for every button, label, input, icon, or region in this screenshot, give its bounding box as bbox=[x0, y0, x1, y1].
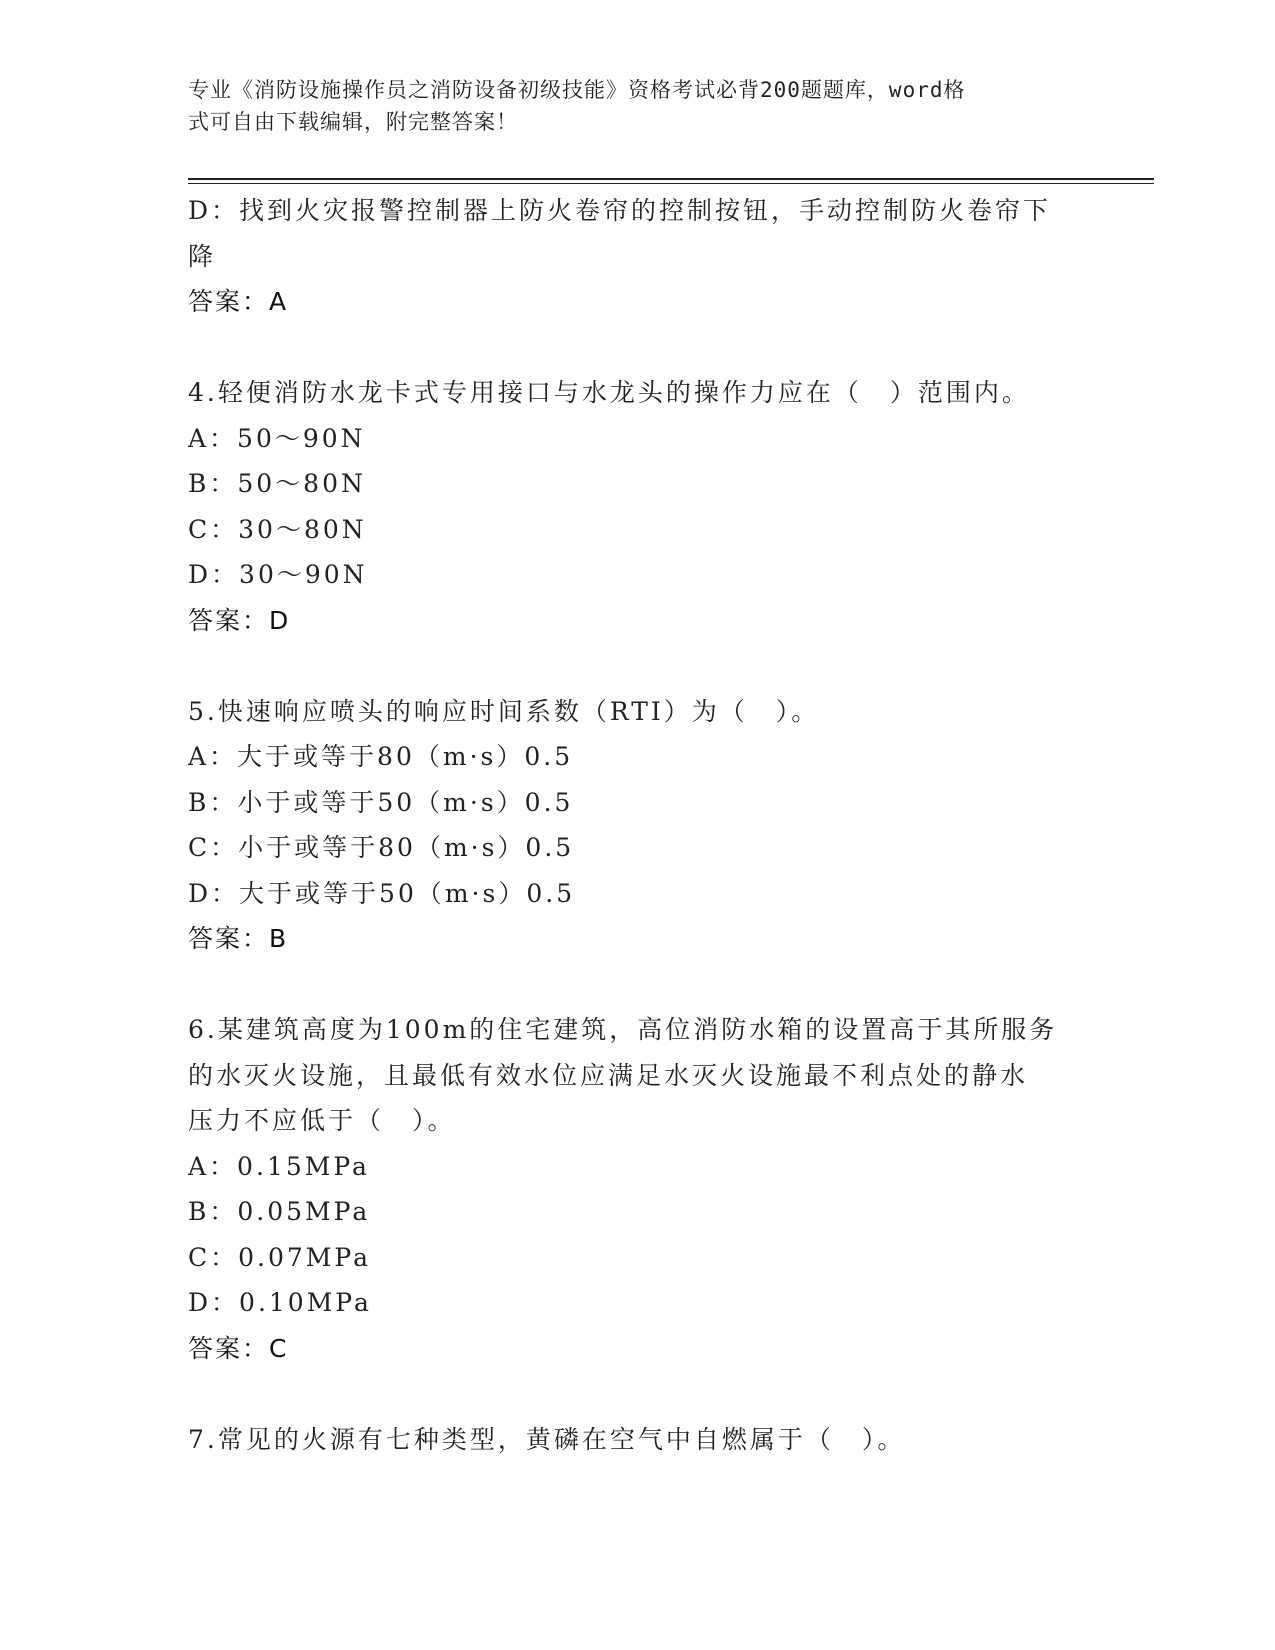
question-6-stem-line-3: 压力不应低于（ ）。 bbox=[188, 1106, 456, 1135]
question-3-option-d-wrap: 降 bbox=[188, 241, 217, 271]
question-4-answer: 答案：D bbox=[188, 605, 291, 635]
question-3-continuation bbox=[188, 188, 1088, 325]
header-divider-thin bbox=[188, 183, 1154, 184]
question-list bbox=[188, 188, 1088, 1462]
header-line-2: 式可自由下载编辑，附完整答案！ bbox=[188, 110, 518, 134]
question-5-option-a: A：大于或等于80（m·s）0.5 bbox=[188, 742, 574, 771]
question-7 bbox=[188, 1417, 1088, 1463]
question-5-option-b: B：小于或等于50（m·s）0.5 bbox=[188, 787, 574, 817]
question-4-option-b: B：50～80N bbox=[188, 469, 366, 498]
question-6-stem-line-1: 6.某建筑高度为100m的住宅建筑，高位消防水箱的设置高于其所服务 bbox=[188, 1015, 1058, 1044]
question-5-answer: 答案：B bbox=[188, 924, 289, 953]
question-3-option-d: D：找到火灾报警控制器上防火卷帘的控制按钮，手动控制防火卷帘下 bbox=[188, 196, 1052, 225]
question-6-option-b: B：0.05MPa bbox=[188, 1197, 371, 1226]
question-6-option-d: D：0.10MPa bbox=[188, 1288, 372, 1317]
question-5-option-d: D：大于或等于50（m·s）0.5 bbox=[188, 878, 576, 908]
question-5-stem: 5.快速响应喷头的响应时间系数（RTI）为（ ）。 bbox=[188, 696, 820, 726]
header-line-1: 专业《消防设施操作员之消防设备初级技能》资格考试必背200题题库，word格 bbox=[188, 78, 966, 102]
question-5-option-c: C：小于或等于80（m·s）0.5 bbox=[188, 833, 575, 862]
question-6-stem-line-2: 的水灭火设施，且最低有效水位应满足水灭火设施最不利点处的静水 bbox=[188, 1060, 1029, 1090]
question-6-option-a: A：0.15MPa bbox=[188, 1151, 370, 1181]
question-7-stem: 7.常见的火源有七种类型，黄磷在空气中自燃属于（ ）。 bbox=[188, 1424, 906, 1454]
question-3-answer: 答案：A bbox=[188, 287, 289, 316]
question-6-answer: 答案：C bbox=[188, 1333, 289, 1363]
question-6-option-c: C：0.07MPa bbox=[188, 1242, 371, 1272]
question-4-option-c: C：30～80N bbox=[188, 514, 367, 544]
header-divider-thick bbox=[188, 178, 1154, 180]
question-5 bbox=[188, 689, 1088, 962]
question-4-stem: 4.轻便消防水龙卡式专用接口与水龙头的操作力应在（ ）范围内。 bbox=[188, 378, 1030, 407]
question-4-option-a: A：50～90N bbox=[188, 423, 366, 453]
document-header bbox=[188, 74, 1068, 138]
question-6 bbox=[188, 1007, 1088, 1371]
question-4 bbox=[188, 370, 1088, 643]
question-4-option-d: D：30～90N bbox=[188, 560, 368, 589]
